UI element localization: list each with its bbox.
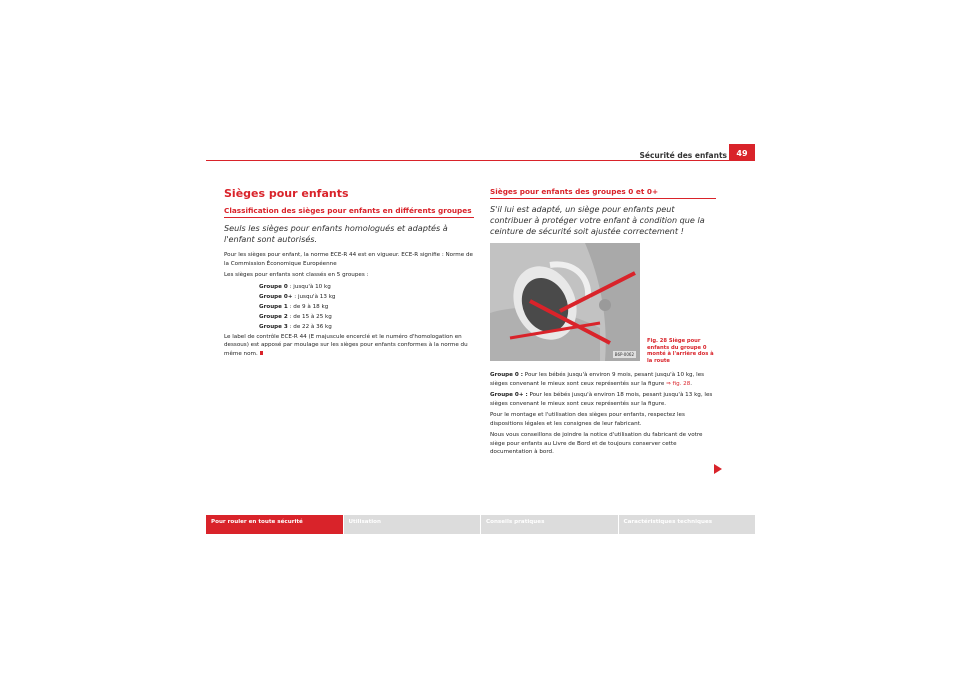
group-weight: : jusqu'à 13 kg <box>292 293 336 300</box>
figure-code: B6P-0062 <box>614 352 634 357</box>
section-title-classification: Classification des sièges pour enfants en différents groupes <box>224 206 474 218</box>
group-weight: : de 22 à 36 kg <box>287 323 332 330</box>
group-item-0 <box>259 283 474 292</box>
footer-nav <box>206 515 755 534</box>
group-item-0plus <box>259 293 474 302</box>
group-weight: : de 15 à 25 kg <box>287 313 332 320</box>
groupe-0plus-label: Groupe 0+ : <box>490 392 528 398</box>
groupe-0plus-text: Pour les bébés jusqu'à environ 18 mois, pesant jusqu'à 13 kg, les sièges convenant le mieux sont ceux représentés sur la figure. <box>490 392 713 407</box>
section-title-groupes-0: Sièges pour enfants des groupes 0 et 0+ <box>490 187 716 199</box>
group-label: Groupe 0 <box>259 283 288 290</box>
tab-caracteristiques[interactable]: Caractéristiques techniques <box>619 515 756 534</box>
groupe-0-text: Pour les bébés jusqu'à environ 9 mois, pesant jusqu'à 10 kg, les sièges convenant le mieux sont ceux représentés sur la figure <box>490 372 705 387</box>
groupe-0-end: . <box>690 380 693 387</box>
figure-caption: Fig. 28 Siège pour enfants du groupe 0 monté à l'arrière dos à la route <box>647 338 714 364</box>
figure-link[interactable]: ⇒ fig. 28 <box>666 380 691 387</box>
group-item-2 <box>259 313 474 322</box>
child-seat-illustration <box>490 243 640 361</box>
figure-child-seat <box>490 243 640 361</box>
group-weight: : jusqu'à 10 kg <box>287 283 331 290</box>
end-of-section-icon <box>260 351 264 355</box>
group-weight: : de 9 à 18 kg <box>287 303 329 310</box>
chapter-title: Sièges pour enfants <box>224 187 349 200</box>
paragraph-notice: Nous vous conseillons de joindre la notice d'utilisation du fabricant de votre siège pour enfants au Livre de Bord et de toujours conserver cette documentation à bord. <box>490 432 703 455</box>
lead-text-right: S'il lui est adapté, un siège pour enfants peut contribuer à protéger votre enfant à condition que la ceinture de sécurité soit ajustée correctement ! <box>490 204 705 236</box>
group-item-3 <box>259 323 474 332</box>
group-label: Groupe 3 <box>259 323 288 330</box>
paragraph-norme: Pour les sièges pour enfant, la norme ECE-R 44 est en vigueur. ECE-R signifie : Norme de la Commission Économique Européenne <box>224 252 473 267</box>
tab-conseils-pratiques[interactable]: Conseils pratiques <box>481 515 619 534</box>
tab-pour-rouler[interactable]: Pour rouler en toute sécurité <box>206 515 344 534</box>
tab-utilisation[interactable]: Utilisation <box>344 515 482 534</box>
groupe-0-label: Groupe 0 : <box>490 372 523 378</box>
header-divider <box>206 160 729 161</box>
paragraph-groupe-0plus <box>490 391 716 408</box>
page-header-title: Sécurité des enfants <box>639 151 727 160</box>
page-number: 49 <box>729 144 755 161</box>
next-page-arrow-icon[interactable] <box>714 464 722 474</box>
group-label: Groupe 0+ <box>259 293 293 300</box>
paragraph-groupes-intro: Les sièges pour enfants sont classés en 5 groupes : <box>224 272 369 278</box>
group-item-1 <box>259 303 474 312</box>
paragraph-montage: Pour le montage et l'utilisation des sièges pour enfants, respectez les dispositions légales et les consignes de leur fabricant. <box>490 412 685 427</box>
paragraph-label-ece <box>224 333 474 359</box>
paragraph-groupe-0 <box>490 371 716 388</box>
left-column <box>224 187 474 361</box>
paragraph-label-ece-text: Le label de contrôle ECE-R 44 (E majuscule encerclé et le numéro d'homologation en dessous) est apposé par moulage sur les sièges pour enfants conformes à la norme du même nom. <box>224 333 468 357</box>
right-column <box>490 187 716 460</box>
lead-text-left: Seuls les sièges pour enfants homologués et adaptés à l'enfant sont autorisés. <box>224 223 448 244</box>
group-label: Groupe 2 <box>259 313 288 320</box>
group-label: Groupe 1 <box>259 303 288 310</box>
